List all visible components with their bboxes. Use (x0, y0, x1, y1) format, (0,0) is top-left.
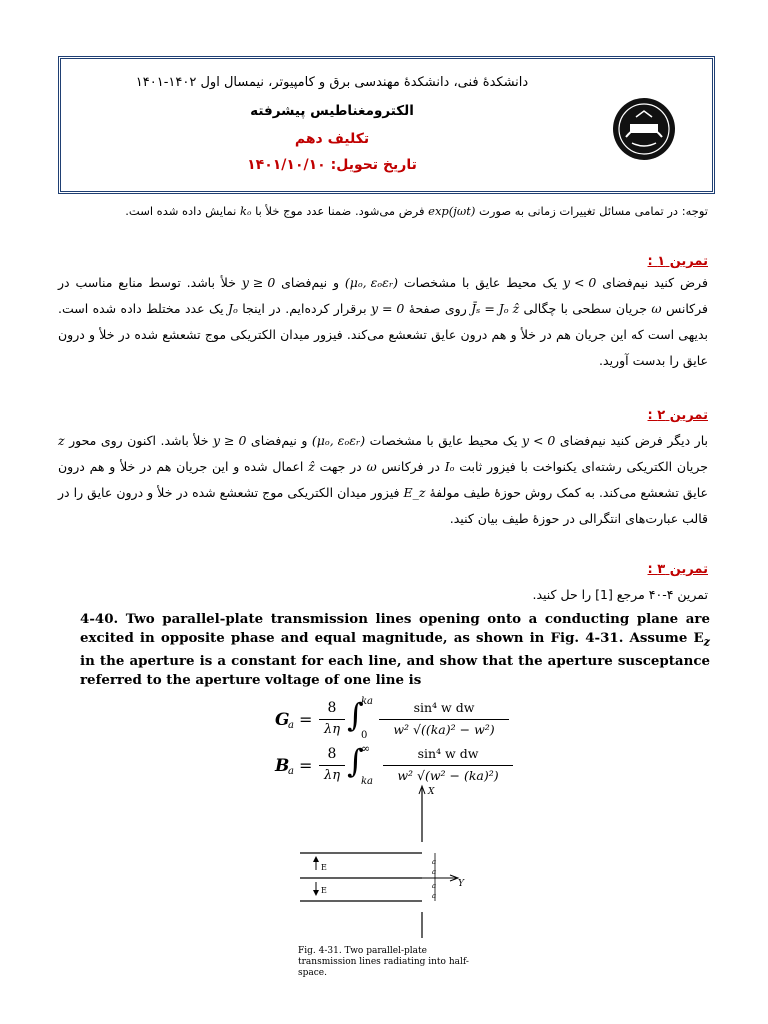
ex1-text-d: خلأ باشد. توسط منابع مناسب در فرکانس (58, 275, 708, 316)
ex2-math-6: ω (366, 459, 377, 474)
ex1-text-g: برقرار کرده‌ایم. در اینجا (242, 301, 367, 316)
e-label-upper: E (321, 863, 327, 872)
a-label-2: a (432, 868, 437, 876)
ex1-math-7: Jₒ (228, 301, 238, 316)
note-math-1: exp(jωt) (428, 204, 476, 218)
ex2-text-b: یک محیط عایق با مشخصات (369, 433, 518, 448)
ex2-text-a: بار دیگر فرض کنید نیم‌فضای (559, 433, 709, 448)
a-label-4: a (432, 892, 437, 900)
eq1-den: λη (323, 722, 341, 737)
ex1-text-f: روی صفحهٔ (408, 301, 467, 316)
eq1-lower: 0 (361, 730, 368, 741)
ex1-math-6: y = 0 (370, 301, 405, 316)
problem-text-1: Two parallel-plate transmission lines opening onto a conducting plane are excited in opposite phase and equal magnitude, as shown in Fig. 4-31. Assume E (80, 611, 710, 646)
eq2-int-den: w² √(w² − (ka)²) (397, 768, 499, 783)
assignment-title: تکلیف دهم (294, 131, 370, 147)
ex2-math-5: Iₒ (444, 459, 455, 474)
eq2-num: 8 (327, 746, 337, 762)
ex2-math-3: y ≥ 0 (212, 433, 247, 448)
note-text-1: توجه: در تمامی مسائل تغییرات زمانی به صورت (479, 204, 708, 218)
faculty-line: دانشکدهٔ فنی، دانشکدهٔ مهندسی برق و کامپیوتر، نیمسال اول ۱۴۰۲-۱۴۰۱ (135, 75, 529, 90)
problem-number: 4-40. (80, 611, 119, 627)
university-logo-icon (612, 97, 676, 161)
exercise-1-title: تمرین ۱ : (647, 254, 708, 269)
ex1-math-2: (μₒ, εₒεᵣ) (344, 275, 399, 290)
equation-ba: B a = 8 λη ∫ ∞ ka sin⁴ w dw w² √(w² − (ka)²) (275, 746, 515, 790)
figure-4-31-diagram (280, 780, 490, 940)
problem-text-2: in the aperture is a constant for each line, and show that the aperture susceptance referred to the aperture voltage of one line is (80, 652, 710, 688)
exercise-3-title: تمرین ۳ : (647, 562, 708, 577)
note-text-3: نمایش داده شده است. (125, 204, 237, 218)
time-convention-note (58, 204, 708, 218)
ex2-math-2: (μₒ, εₒεᵣ) (311, 433, 366, 448)
problem-subscript: z (703, 635, 710, 649)
ex1-math-4: ω (651, 301, 662, 316)
eq2-int-num: sin⁴ w dw (417, 746, 479, 761)
ex1-text-c: و نیم‌فضای (281, 275, 339, 290)
ex2-math-8: E_z (403, 485, 426, 500)
exercise-2-body (58, 428, 708, 532)
a-label-3: a (432, 882, 437, 890)
ex1-text-h: یک عدد مختلط داده شده است. بدیهی است که این جریان هم در خلأ و هم درون عایق تشعشع می‌کند. فیزور میدان الکتریکی موج تشعشع شده در خلأ و درون عایق را بدست آورید. (58, 301, 708, 368)
y-axis-label: Y (458, 879, 464, 889)
ex1-math-1: y < 0 (562, 275, 597, 290)
problem-4-40-text (80, 610, 710, 690)
eq1-int-den: w² √((ka)² − w²) (393, 722, 495, 737)
ex1-math-5: J̄ₛ = Jₒ ẑ (471, 301, 520, 316)
ex2-text-e: جریان الکتریکی رشته‌ای یکنواخت با فیزور ثابت (459, 459, 708, 474)
exercise-3-body: تمرین ۴-۴۰ مرجع [1] را حل کنید. (532, 587, 708, 602)
eq2-lower: ka (361, 776, 374, 787)
ex2-text-d: خلأ باشد. اکنون روی محور (69, 433, 209, 448)
equation-ga: G a = 8 λη ∫ ka 0 sin⁴ w dw w² √((ka)² − w²) (275, 700, 515, 744)
x-axis-label: X (428, 787, 435, 797)
ex2-text-c: و نیم‌فضای (250, 433, 308, 448)
ex2-text-g: در جهت (319, 459, 362, 474)
course-title: الکترومغناطیس پیشرفته (250, 103, 414, 119)
note-math-2: kₒ (240, 204, 252, 218)
exercise-2-title: تمرین ۲ : (647, 408, 708, 423)
eq1-int-num: sin⁴ w dw (413, 700, 475, 715)
figure-caption: Fig. 4-31. Two parallel-plate transmission lines radiating into half-space. (298, 946, 469, 978)
eq1-num: 8 (327, 700, 337, 716)
due-date: تاریخ تحویل: ۱۴۰۱/۱۰/۱۰ (247, 157, 417, 173)
a-label-1: a (432, 858, 437, 866)
eq2-lhs: B (275, 756, 290, 776)
eq1-upper: ka (361, 696, 374, 707)
ex2-math-1: y < 0 (521, 433, 556, 448)
ex2-text-h: اعمال شده و این جریان هم در خلأ و هم درون عایق تشعشع می‌کند. به کمک روش حوزهٔ طیف مولفهٔ (58, 459, 708, 500)
eq1-lhs: G (275, 710, 290, 730)
note-text-2: فرض می‌شود. ضمنا عدد موج خلأ با (255, 204, 425, 218)
ex2-math-7: ẑ (308, 459, 315, 474)
eq2-den: λη (323, 768, 341, 783)
eq2-sub: a (288, 766, 294, 777)
ex2-math-4: z (58, 433, 65, 448)
ex1-math-3: y ≥ 0 (241, 275, 276, 290)
ex2-text-i: فیزور میدان الکتریکی موج تشعشع شده در خلأ و درون عایق را در قالب عبارت‌های انتگرالی در حوزهٔ طیف بیان کنید. (58, 485, 708, 526)
eq1-sub: a (288, 720, 294, 731)
ex1-text-a: فرض کنید نیم‌فضای (602, 275, 708, 290)
exercise-1-body (58, 270, 708, 374)
ex1-text-b: یک محیط عایق با مشخصات (403, 275, 558, 290)
eq2-upper: ∞ (361, 742, 371, 755)
header-box (58, 56, 715, 194)
ex2-text-f: در فرکانس (381, 459, 440, 474)
ex1-text-e: جریان سطحی با چگالی (523, 301, 647, 316)
e-label-lower: E (321, 886, 327, 895)
